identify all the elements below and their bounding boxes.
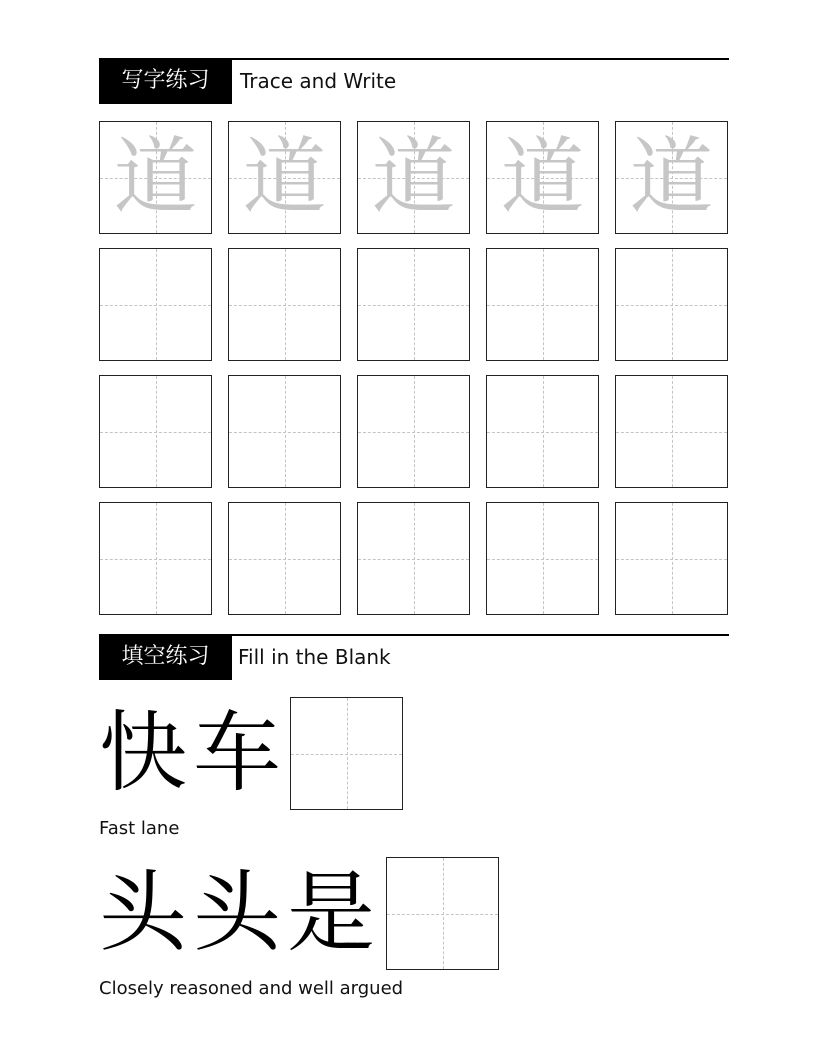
trace-cell[interactable] [99,121,212,234]
writing-row [99,248,729,361]
trace-section-title-zh: 写字练习 [99,58,232,104]
phrase-meaning: Fast lane [99,818,180,839]
trace-section-title-en: Trace and Write [240,69,397,93]
trace-cell[interactable] [228,121,341,234]
writing-cell[interactable] [615,502,728,615]
writing-cell[interactable] [357,502,470,615]
trace-character: 道 [371,128,456,226]
trace-character: 道 [113,128,198,226]
writing-cell[interactable] [615,375,728,488]
trace-cell[interactable] [615,121,728,234]
writing-cell[interactable] [357,248,470,361]
fill-section-title-en: Fill in the Blank [238,645,391,669]
writing-cell[interactable] [228,248,341,361]
trace-character: 道 [500,128,585,226]
writing-cell[interactable] [357,375,470,488]
fill-item [99,697,729,847]
trace-character: 道 [242,128,327,226]
phrase-characters: 快车 [99,701,288,804]
writing-cell[interactable] [486,375,599,488]
practice-grid [99,121,729,629]
trace-character: 道 [629,128,714,226]
writing-cell[interactable] [99,375,212,488]
writing-cell[interactable] [99,502,212,615]
trace-cell[interactable] [357,121,470,234]
fill-item [99,857,729,1007]
blank-answer-box[interactable] [290,697,403,810]
phrase-characters: 头头是 [99,861,382,964]
trace-section-header [99,58,729,104]
trace-cell[interactable] [486,121,599,234]
writing-cell[interactable] [486,502,599,615]
writing-cell[interactable] [228,502,341,615]
writing-cell[interactable] [486,248,599,361]
writing-cell[interactable] [99,248,212,361]
trace-row [99,121,729,234]
writing-cell[interactable] [615,248,728,361]
writing-cell[interactable] [228,375,341,488]
writing-row [99,502,729,615]
fill-section-header [99,634,729,680]
writing-row [99,375,729,488]
fill-section-title-zh: 填空练习 [99,634,232,680]
blank-answer-box[interactable] [386,857,499,970]
phrase-meaning: Closely reasoned and well argued [99,978,404,999]
